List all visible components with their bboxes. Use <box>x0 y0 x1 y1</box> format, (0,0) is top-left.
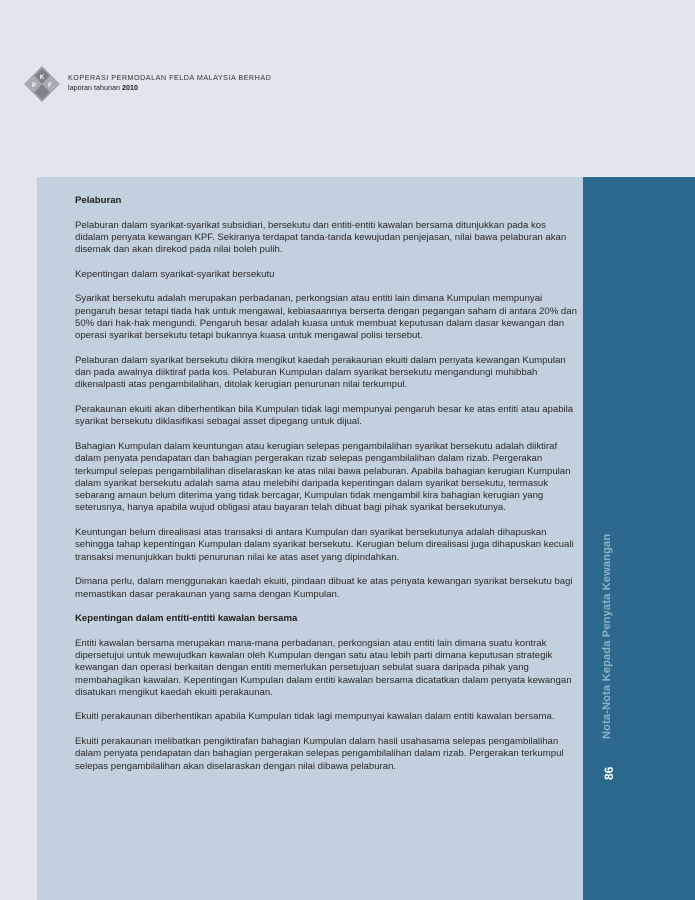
subheading-syarikat-bersekutu: Kepentingan dalam syarikat-syarikat bersekutu <box>75 268 275 280</box>
paragraph: Syarikat bersekutu adalah merupakan perbadanan, perkongsian atau entiti lain dimana Kumpulan mempunyai pengaruh besar tetapi tiada hak untuk mengawal, kebiasaannya berserta dengan pegangan saham di antara 20% dan 50% dari hak-hak mengundi. Pengaruh besar adalah kuasa untuk membuat keputusan dalam dasar kewangan dan operasi syarikat bersekutu tetapi bukannya kuasa untuk mengawal polisi tersebut. <box>75 293 577 342</box>
paragraph: Perakaunan ekuiti akan diberhentikan bila Kumpulan tidak lagi mempunyai pengaruh besar ke atas entiti atau apabila syarikat bersekutu diklasifikasi sebagai asset dipegang untuk dijual. <box>75 404 574 428</box>
paragraph: Bahagian Kumpulan dalam keuntungan atau kerugian selepas pengambilalihan syarikat bersekutu adalah diiktiraf dalam penyata pendapatan dan bahagian pergerakan rizab selepas pengambilalihan dalam rizab. Pergerakan terkumpul selepas pengambilalihan diselaraskan ke atas nilai bawa pelaburan. Apabila bahagian kerugian Kumpulan dalam syarikat bersekutu adalah sama atau melebihi daripada kepentingan dalam syarikat bersekutu, termasuk sebarang amaun belum diterima yang tidak bercagar, Kumpulan tidak mengambil kira bahagian kerugian yang seterusnya, hanya apabila wujud obligasi atau bayaran telah dibuat bagi pihak syarikat bersekutunya. <box>75 440 571 514</box>
paragraph: Keuntungan belum direalisasi atas transaksi di antara Kumpulan dan syarikat bersekutunya adalah dihapuskan sehingga tahap kepentingan Kumpulan dalam syarikat bersekutu. Kerugian belum direalisasi juga dihapuskan kecuali transaksi menunjukkan bukti penurunan nilai ke atas aset yang dipindahkan. <box>75 527 574 563</box>
svg-text:F: F <box>48 83 52 89</box>
paragraph: Entiti kawalan bersama merupakan mana-mana perbadanan, perkongsian atau entiti lain dimana suatu kontrak dipersetujui untuk mewujudkan kawalan oleh Kumpulan dengan satu atau lebih parti dimana keputusan strategik kewangan dan operasi berkaitan dengan entiti memerlukan persetujuan sebulat suara daripada pihak yang membahagikan kawalan. Kepentingan Kumpulan dalam entiti kawalan bersama dicatatkan dalam penyata kewangan disatukan mengikut kaedah ekuiti perakaunan. <box>75 637 572 698</box>
report-year: 2010 <box>121 83 138 92</box>
page-number: 86 <box>602 766 616 780</box>
section-sidebar <box>583 177 695 900</box>
svg-text:P: P <box>31 83 37 89</box>
notes-body <box>75 195 577 785</box>
kpf-logo-icon <box>24 66 60 102</box>
sidebar-section-title: Nota-Nota Kepada Penyata Kewangan <box>601 533 613 739</box>
section-heading-kawalan-bersama: Kepentingan dalam entiti-entiti kawalan bersama <box>75 613 298 625</box>
section-heading-pelaburan: Pelaburan <box>75 195 122 206</box>
report-label: laporan tahunan <box>68 83 120 92</box>
header-text <box>68 73 271 93</box>
paragraph: Pelaburan dalam syarikat-syarikat subsidiari, bersekutu dan entiti-entiti kawalan bersama ditunjukkan pada kos didalam penyata kewangan KPF. Sekiranya terdapat tanda-tanda kewujudan penjejasan, nilai bawa pelaburan akan disemak dan akan direkod pada nilai boleh pulih. <box>75 219 567 256</box>
organization-name: KOPERASI PERMODALAN FELDA MALAYSIA BERHAD <box>68 73 272 82</box>
svg-text:K: K <box>39 75 45 81</box>
paragraph: Ekuiti perakaunan diberhentikan apabila Kumpulan tidak lagi mempunyai kawalan dalam entiti kawalan bersama. <box>75 711 555 723</box>
report-title <box>68 83 271 93</box>
paragraph: Dimana perlu, dalam menggunakan kaedah ekuiti, pindaan dibuat ke atas penyata kewangan syarikat bersekutu bagi memastikan dasar perakaunan yang sama dengan Kumpulan. <box>75 576 573 600</box>
content-panel <box>37 177 583 900</box>
paragraph: Pelaburan dalam syarikat bersekutu dikira mengikut kaedah perakaunan ekuiti dalam penyata kewangan Kumpulan dan pada awalnya diiktiraf pada kos. Pelaburan Kumpulan dalam syarikat bersekutu mengandungi muhibbah dikenalpasti atas pengambilalihan, ditolak kerugian penurunan nilai terkumpul. <box>75 354 566 391</box>
paragraph: Ekuiti perakaunan melibatkan pengiktirafan bahagian Kumpulan dalam hasil usahasama selepas pengambilalihan dalam penyata pendapatan dan bahagian pergerakan selepas pengambilalihan dalam rizab. Pergerakan terkumpul selepas pengambilalihan akan diselaraskan dengan nilai dibawa pelaburan. <box>75 736 564 772</box>
